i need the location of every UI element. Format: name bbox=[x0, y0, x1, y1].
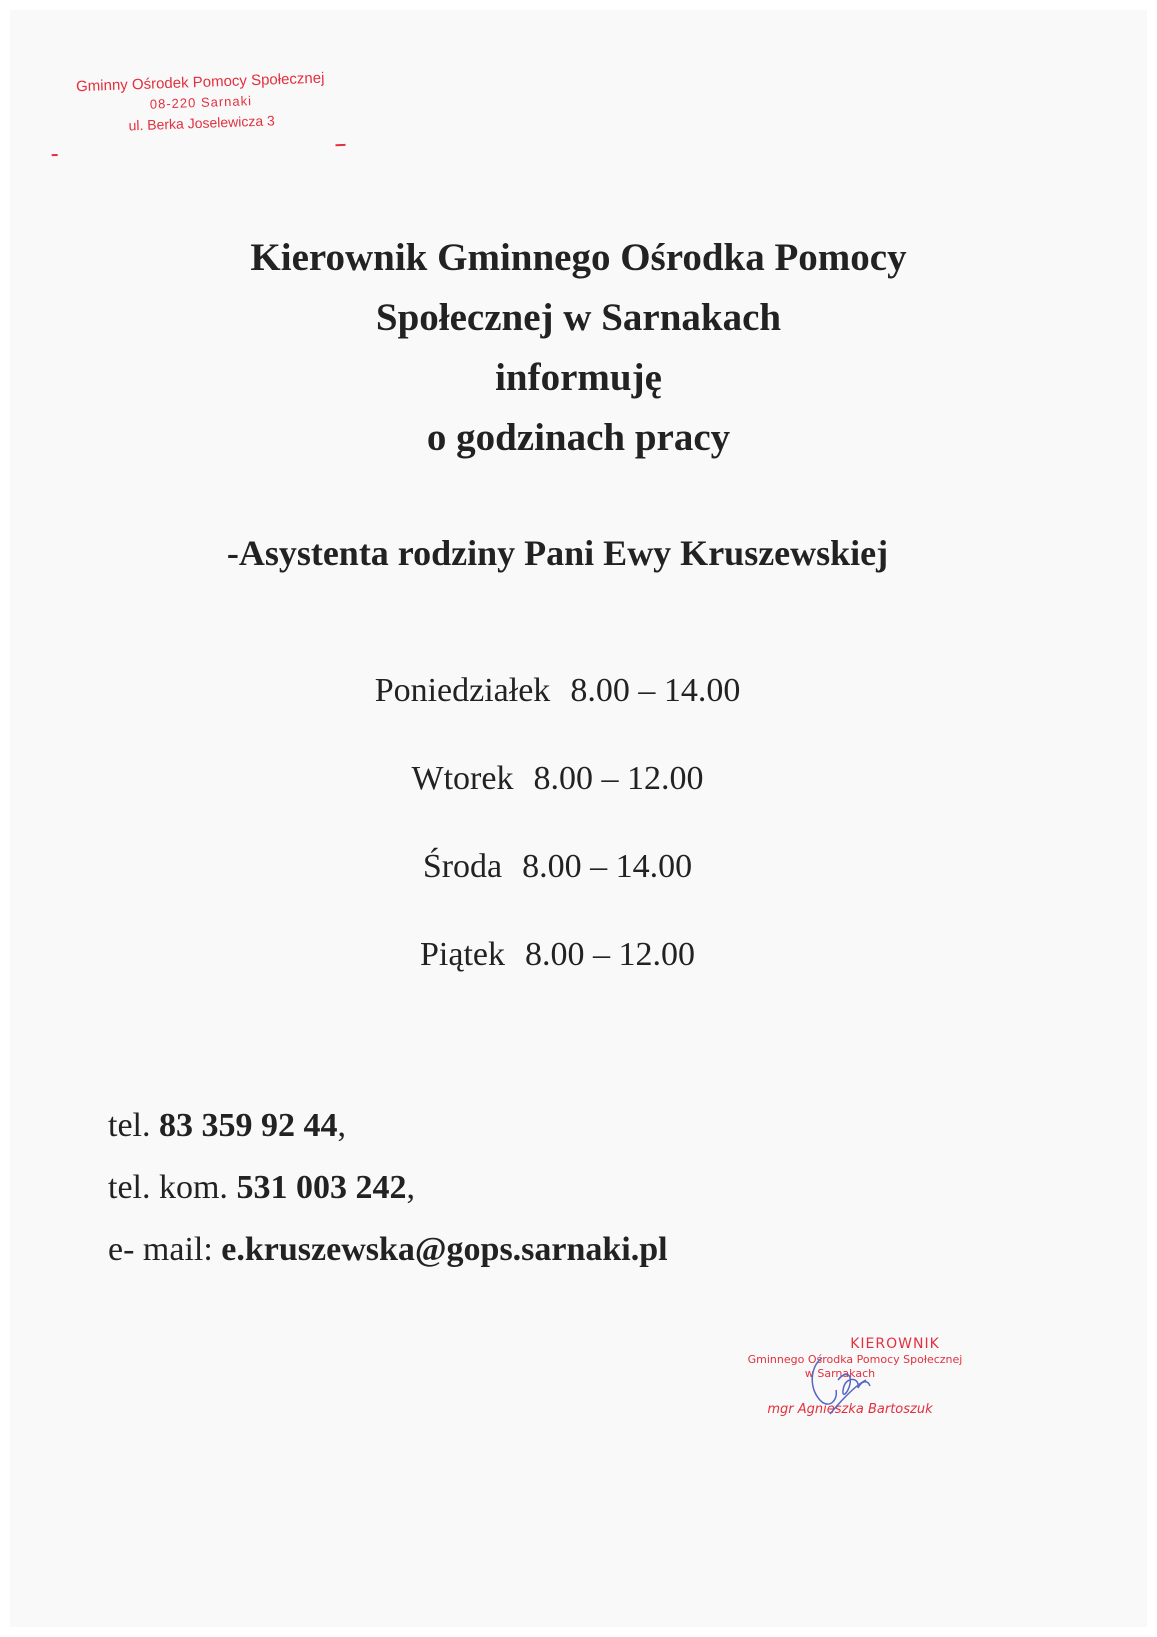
work-hours-schedule bbox=[0, 672, 1115, 1024]
title-line-1: Kierownik Gminnego Ośrodka Pomocy bbox=[250, 236, 907, 279]
phone-comma: , bbox=[337, 1107, 346, 1144]
mobile-line bbox=[108, 1157, 668, 1219]
schedule-day: Poniedziałek bbox=[374, 672, 551, 709]
mobile-label: tel. kom. bbox=[108, 1169, 228, 1206]
schedule-day: Piątek bbox=[420, 936, 505, 973]
schedule-hours: 8.00 – 14.00 bbox=[522, 848, 693, 885]
institution-stamp bbox=[55, 68, 347, 138]
schedule-row bbox=[0, 672, 1115, 760]
stamp-mark-left bbox=[52, 154, 58, 156]
stamp-mark-right bbox=[335, 144, 345, 146]
signature-icon bbox=[800, 1350, 910, 1420]
stamp-line-street: ul. Berka Joselewicza 3 bbox=[128, 112, 276, 134]
mobile-comma: , bbox=[406, 1169, 415, 1206]
page-title bbox=[0, 228, 1157, 468]
email-line bbox=[108, 1219, 668, 1281]
schedule-hours: 8.00 – 14.00 bbox=[570, 672, 741, 709]
director-stamp-name: mgr Agnieszka Bartoszuk bbox=[767, 1402, 933, 1417]
director-stamp-institution: Gminnego Ośrodka Pomocy Społecznej bbox=[747, 1353, 963, 1366]
title-line-2: Społecznej w Sarnakach bbox=[375, 296, 782, 339]
stamp-line-postal: 08-220 Sarnaki bbox=[149, 93, 253, 112]
schedule-row bbox=[0, 848, 1115, 936]
mobile-number[interactable]: 531 003 242 bbox=[236, 1169, 407, 1206]
schedule-hours: 8.00 – 12.00 bbox=[533, 760, 704, 797]
phone-number[interactable]: 83 359 92 44 bbox=[158, 1107, 338, 1144]
title-line-4: o godzinach pracy bbox=[426, 416, 731, 459]
phone-line bbox=[108, 1095, 668, 1157]
stamp-line-name: Gminny Ośrodek Pomocy Społecznej bbox=[75, 69, 325, 96]
schedule-row bbox=[0, 936, 1115, 1024]
title-line-3: informuję bbox=[495, 356, 662, 399]
subtitle: -Asystenta rodziny Pani Ewy Kruszewskiej bbox=[226, 533, 889, 573]
director-stamp-location: w Sarnakach bbox=[804, 1367, 876, 1380]
email-label: e- mail: bbox=[108, 1231, 213, 1268]
director-stamp-title: KIEROWNIK bbox=[850, 1336, 940, 1352]
phone-label: tel. bbox=[108, 1107, 151, 1144]
schedule-row bbox=[0, 760, 1115, 848]
schedule-hours: 8.00 – 12.00 bbox=[524, 936, 695, 973]
schedule-day: Środa bbox=[422, 848, 503, 885]
schedule-day: Wtorek bbox=[411, 760, 514, 797]
email-address[interactable]: e.kruszewska@gops.sarnaki.pl bbox=[221, 1231, 668, 1268]
contact-info bbox=[108, 1095, 668, 1281]
